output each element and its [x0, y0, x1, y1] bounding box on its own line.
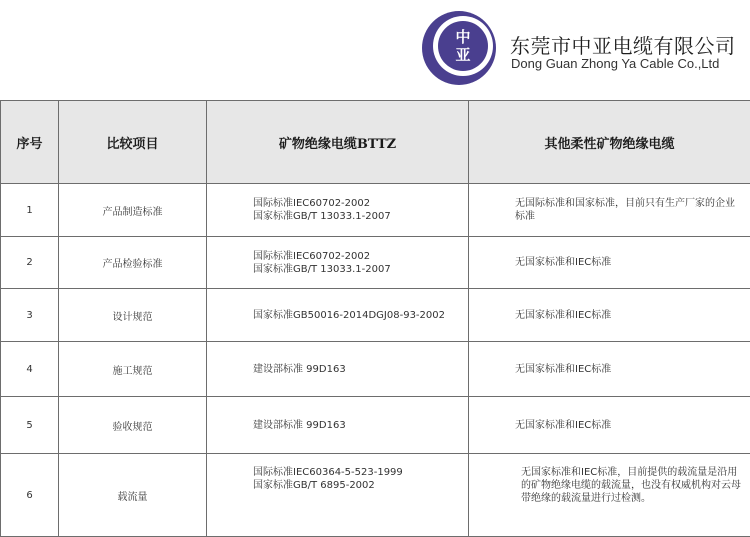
row-bttz [207, 184, 469, 237]
bttz-line: 国家标准GB/T 13033.1-2007 [253, 210, 468, 223]
row-item: 载流量 [59, 454, 207, 537]
svg-text:亚: 亚 [455, 46, 470, 64]
row-number: 6 [1, 454, 59, 537]
header-other: 其他柔性矿物绝缘电缆 [469, 101, 750, 184]
bttz-line: 国际标准IEC60702-2002 [253, 197, 468, 210]
header-serial: 序号 [1, 101, 59, 184]
table-row [1, 342, 750, 397]
row-bttz [207, 454, 469, 537]
row-number: 1 [1, 184, 59, 237]
row-other [469, 397, 750, 454]
row-bttz [207, 342, 469, 397]
row-other [469, 454, 750, 537]
row-number: 3 [1, 289, 59, 342]
company-name-en: Dong Guan Zhong Ya Cable Co.,Ltd [511, 56, 719, 71]
row-item: 验收规范 [59, 397, 207, 454]
table-row [1, 184, 750, 237]
row-item: 施工规范 [59, 342, 207, 397]
table-row [1, 237, 750, 289]
bttz-line: 国家标准GB50016-2014DGJ08-93-2002 [253, 309, 468, 322]
row-bttz [207, 237, 469, 289]
table-header-row [1, 101, 750, 184]
comparison-table [0, 100, 750, 537]
other-line: 无国家标准和IEC标准 [515, 256, 746, 269]
other-line: 标准 [515, 210, 746, 223]
company-logo-icon [419, 8, 499, 88]
row-bttz [207, 397, 469, 454]
row-item: 产品制造标准 [59, 184, 207, 237]
row-item: 产品检验标准 [59, 237, 207, 289]
bttz-line: 国家标准GB/T 6895-2002 [253, 479, 468, 492]
other-line: 无国际标准和国家标准，目前只有生产厂家的企业 [515, 197, 746, 210]
row-other [469, 237, 750, 289]
other-line: 无国家标准和IEC标准，目前提供的载流量是沿用 [521, 466, 746, 479]
row-other [469, 342, 750, 397]
header-bttz: 矿物绝缘电缆BTTZ [207, 101, 469, 184]
bttz-line: 建设部标准 99D163 [253, 419, 468, 432]
bttz-line: 国家标准GB/T 13033.1-2007 [253, 263, 468, 276]
row-other [469, 289, 750, 342]
other-line: 的矿物绝缘电缆的载流量，也没有权威机构对云母 [521, 479, 746, 492]
row-item: 设计规范 [59, 289, 207, 342]
other-line: 无国家标准和IEC标准 [515, 419, 746, 432]
svg-text:中: 中 [455, 28, 470, 46]
other-line: 带绝缘的载流量进行过检测。 [521, 492, 746, 505]
company-name-cn: 东莞市中亚电缆有限公司 [510, 30, 736, 59]
row-number: 5 [1, 397, 59, 454]
other-line: 无国家标准和IEC标准 [515, 363, 746, 376]
page-header [0, 0, 750, 100]
other-line: 无国家标准和IEC标准 [515, 309, 746, 322]
row-other [469, 184, 750, 237]
table-row [1, 454, 750, 537]
table-row [1, 289, 750, 342]
bttz-line: 建设部标准 99D163 [253, 363, 468, 376]
bttz-line: 国际标准IEC60702-2002 [253, 250, 468, 263]
row-number: 2 [1, 237, 59, 289]
bttz-line: 国际标准IEC60364-5-523-1999 [253, 466, 468, 479]
row-bttz [207, 289, 469, 342]
table-row [1, 397, 750, 454]
row-number: 4 [1, 342, 59, 397]
header-item: 比较项目 [59, 101, 207, 184]
